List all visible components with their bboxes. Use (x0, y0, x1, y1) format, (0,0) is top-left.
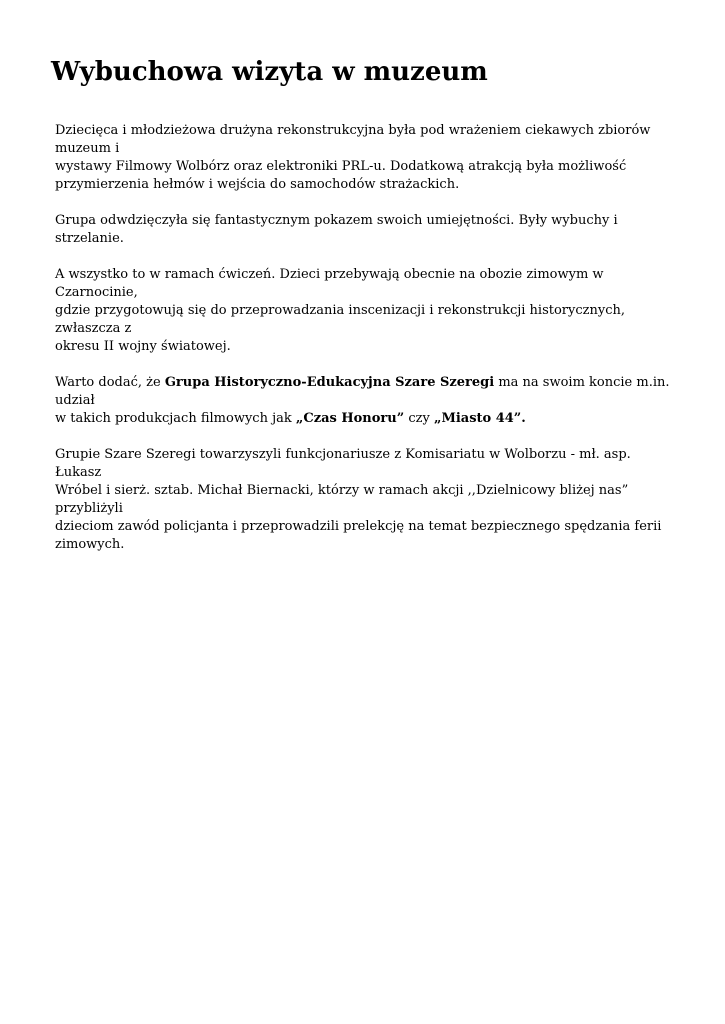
text-segment: ma na swoim koncie m.in. udział (55, 375, 670, 408)
paragraph-show (55, 212, 675, 248)
paragraph-police (55, 446, 675, 554)
text-segment: Warto dodać, że (55, 375, 165, 390)
paragraph-line: dzieciom zawód policjanta i przeprowadzili prelekcję na temat bezpiecznego spędzania ferii (55, 519, 662, 534)
paragraph-visit (55, 122, 675, 194)
text-segment: w takich produkcjach filmowych jak (55, 411, 296, 426)
paragraph-line: gdzie przygotowują się do przeprowadzania inscenizacji i rekonstrukcji historycznych, zwłaszcza z (55, 303, 625, 336)
paragraph-line: Grupa odwdzięczyła się fantastycznym pokazem swoich umiejętności. Były wybuchy i strzelanie. (55, 213, 618, 246)
paragraph-line: zimowych. (55, 537, 125, 552)
text-segment: czy (404, 411, 434, 426)
paragraph-line: wystawy Filmowy Wolbórz oraz elektroniki PRL-u. Dodatkową atrakcją była możliwość (55, 159, 627, 174)
paragraph-line: A wszystko to w ramach ćwiczeń. Dzieci przebywają obecnie na obozie zimowym w Czarnocinie, (55, 267, 604, 300)
article-title: Wybuchowa wizyta w muzeum (51, 57, 488, 87)
article-body (55, 122, 675, 572)
film-title-czas-honoru: „Czas Honoru” (295, 411, 405, 426)
paragraph-films (55, 374, 675, 428)
group-name: Grupa Historyczno-Edukacyjna Szare Szeregi (164, 375, 495, 390)
paragraph-line: okresu II wojny światowej. (55, 339, 231, 354)
paragraph-camp (55, 266, 675, 356)
paragraph-line: Dziecięca i młodzieżowa drużyna rekonstrukcyjna była pod wrażeniem ciekawych zbiorów muzeum i (55, 123, 651, 156)
film-title-miasto-44: „Miasto 44”. (433, 411, 526, 426)
paragraph-line: Wróbel i sierż. sztab. Michał Biernacki, którzy w ramach akcji ,,Dzielnicowy bliżej nas” przybliżyli (55, 483, 629, 516)
paragraph-line: Grupie Szare Szeregi towarzyszyli funkcjonariusze z Komisariatu w Wolborzu - mł. asp. Łukasz (55, 447, 631, 480)
paragraph-line: przymierzenia hełmów i wejścia do samochodów strażackich. (55, 177, 460, 192)
